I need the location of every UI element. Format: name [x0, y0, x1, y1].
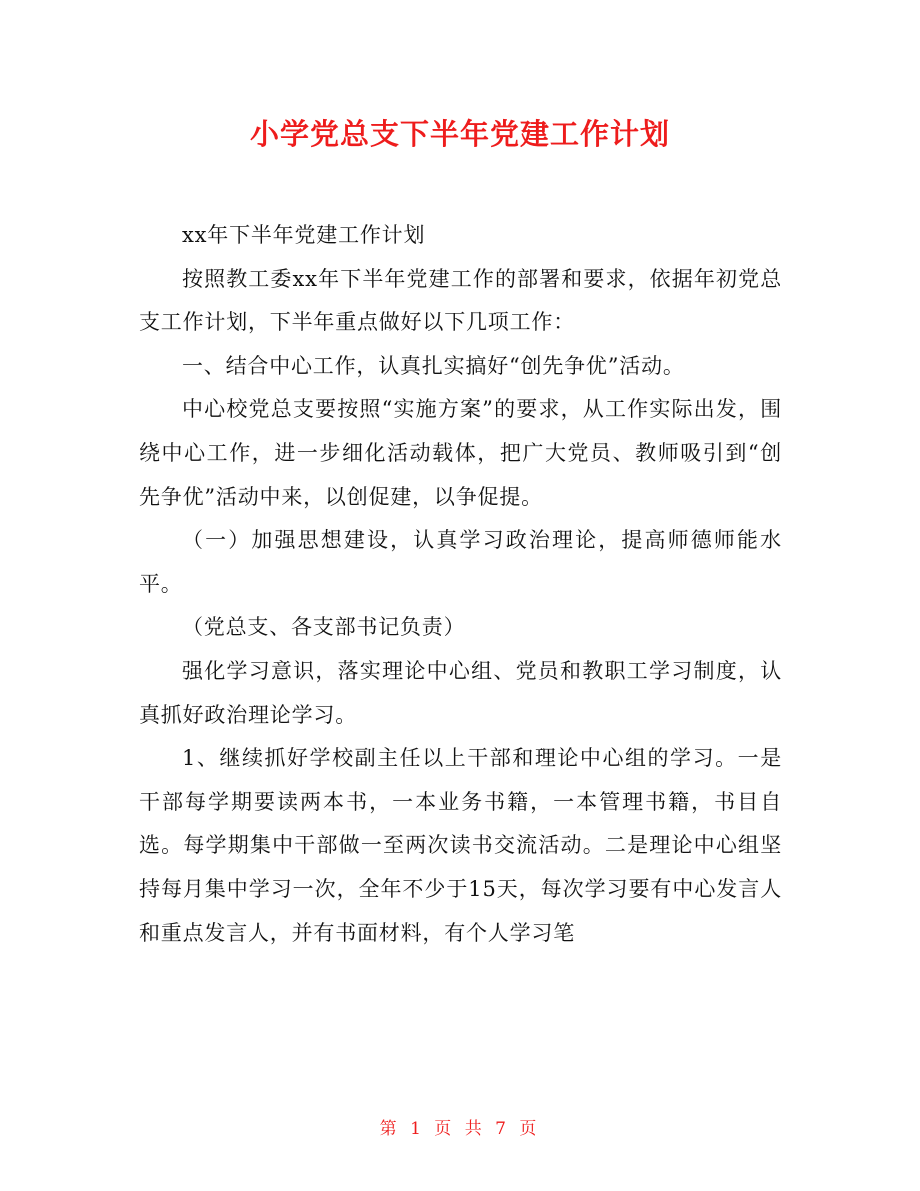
paragraph-study-awareness: 强化学习意识，落实理论中心组、党员和教职工学习制度，认真抓好政治理论学习。 — [139, 658, 782, 727]
document-title: 小学党总支下半年党建工作计划 — [249, 117, 670, 151]
paragraph-heading-plan: xx年下半年党建工作计划 — [182, 223, 426, 247]
document-body — [139, 214, 782, 955]
paragraph-section-one-body: 中心校党总支要按照“实施方案”的要求，从工作实际出发，围绕中心工作，进一步细化活动载体，把广大党员、教师吸引到“创先争优”活动中来，以创促建，以争促提。 — [139, 397, 782, 509]
paragraph-subsection-one: （一）加强思想建设，认真学习政治理论，提高师德师能水平。 — [139, 528, 782, 596]
paragraph-item-one: 1、继续抓好学校副主任以上干部和理论中心组的学习。一是干部每学期要读两本书，一本业务书籍，一本管理书籍，书目自选。每学期集中干部做一至两次读书交流活动。二是理论中心组坚持每月集中学习一次，全年不少于15天，每次学习要有中心发言人和重点发言人，并有书面材料，有个人学习笔 — [139, 746, 782, 945]
page-footer: 第 1 页 共 7 页 — [379, 1119, 541, 1139]
paragraph-responsible: （党总支、各支部书记负责） — [182, 615, 466, 640]
paragraph-intro: 按照教工委xx年下半年党建工作的部署和要求，依据年初党总支工作计划，下半年重点做好以下几项工作： — [139, 266, 782, 335]
paragraph-section-one: 一、结合中心工作，认真扎实搞好“创先争优”活动。 — [182, 353, 685, 378]
